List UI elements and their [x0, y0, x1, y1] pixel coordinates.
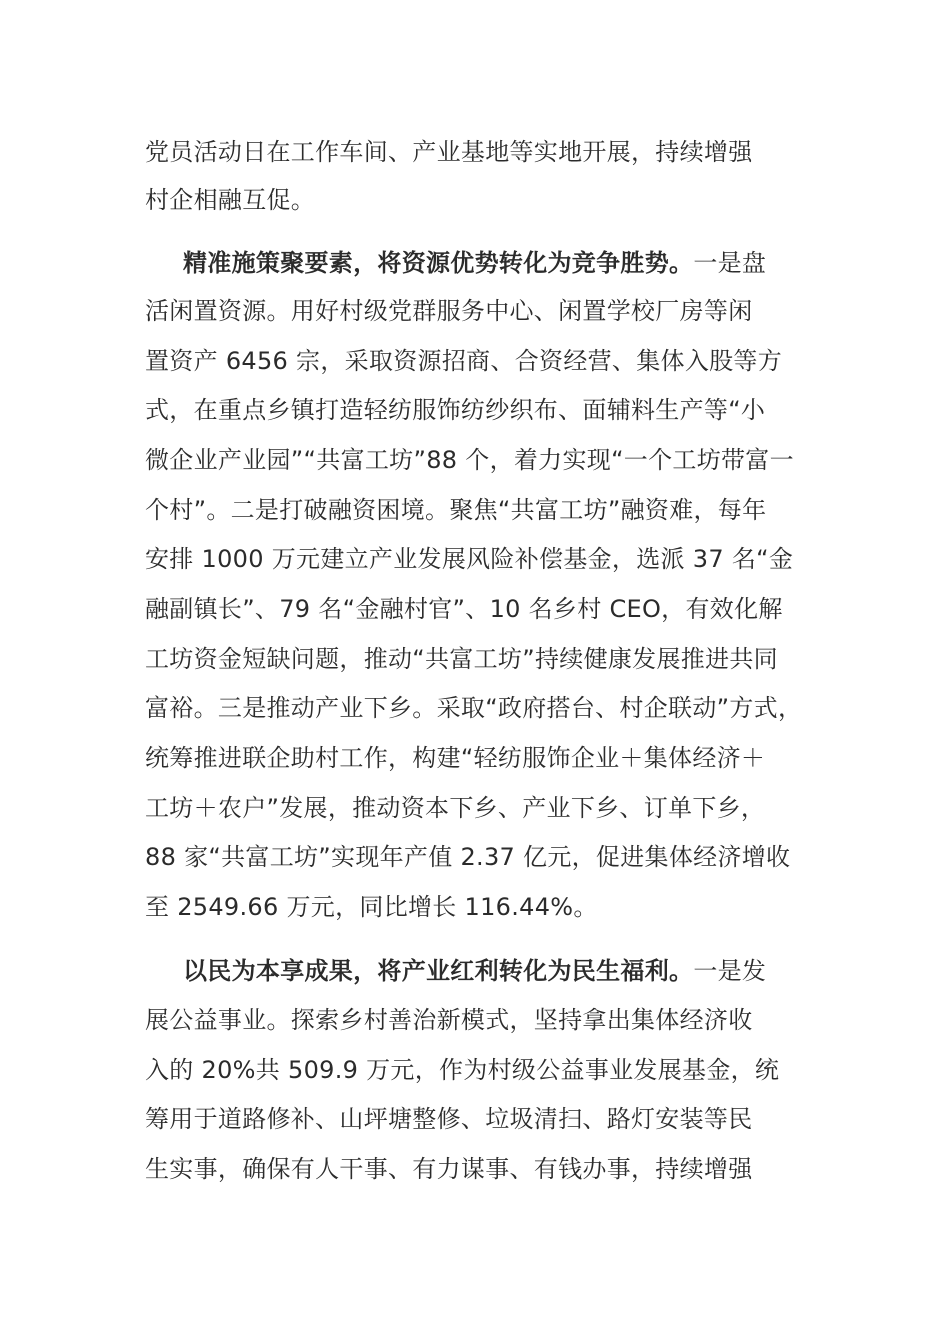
p2-line-9: 工坊资金短缺问题，推动“共富工坊”持续健康发展推进共同	[145, 645, 778, 673]
p2-line-8: 融副镇长”、79 名“金融村官”、10 名乡村 CEO，有效化解	[145, 595, 783, 623]
p2-line-5: 微企业产业园”“共富工坊”88 个，着力实现“一个工坊带富一	[145, 446, 794, 474]
p1-line-1: 党员活动日在工作车间、产业基地等实地开展，持续增强	[145, 138, 753, 166]
p2-line-2: 活闲置资源。用好村级党群服务中心、闲置学校厂房等闲	[145, 297, 753, 325]
p3-lead-heading: 以民为本享成果，将产业红利转化为民生福利。	[183, 957, 694, 985]
p2-line-11: 统筹推进联企助村工作，构建“轻纺服饰企业＋集体经济＋	[145, 744, 766, 772]
p3-line-1	[183, 953, 766, 989]
p2-line-3: 置资产 6456 宗，采取资源招商、合资经营、集体入股等方	[145, 347, 783, 375]
p2-line-13: 88 家“共富工坊”实现年产值 2.37 亿元，促进集体经济增收	[145, 843, 791, 871]
p2-line-10: 富裕。三是推动产业下乡。采取“政府搭台、村企联动”方式，	[145, 694, 803, 722]
p2-line-6: 个村”。二是打破融资困境。聚焦“共富工坊”融资难，每年	[145, 496, 767, 524]
p3-line-5: 生实事，确保有人干事、有力谋事、有钱办事，持续增强	[145, 1155, 753, 1183]
p3-line-1-rest: 一是发	[693, 957, 767, 985]
p3-line-2: 展公益事业。探索乡村善治新模式，坚持拿出集体经济收	[145, 1006, 753, 1034]
p2-lead-heading: 精准施策聚要素，将资源优势转化为竞争胜势。	[183, 249, 694, 277]
p2-line-1-rest: 一是盘	[693, 249, 767, 277]
p2-line-7: 安排 1000 万元建立产业发展风险补偿基金，选派 37 名“金	[145, 545, 794, 573]
p2-line-1	[183, 245, 766, 281]
p2-line-14: 至 2549.66 万元，同比增长 116.44%。	[145, 893, 598, 921]
p2-line-12: 工坊＋农户”发展，推动资本下乡、产业下乡、订单下乡，	[145, 794, 766, 822]
p3-line-4: 筹用于道路修补、山坪塘整修、垃圾清扫、路灯安装等民	[145, 1105, 753, 1133]
p3-line-3: 入的 20%共 509.9 万元，作为村级公益事业发展基金，统	[145, 1056, 780, 1084]
p1-line-2: 村企相融互促。	[145, 186, 316, 214]
p2-line-4: 式，在重点乡镇打造轻纺服饰纺纱织布、面辅料生产等“小	[145, 396, 766, 424]
